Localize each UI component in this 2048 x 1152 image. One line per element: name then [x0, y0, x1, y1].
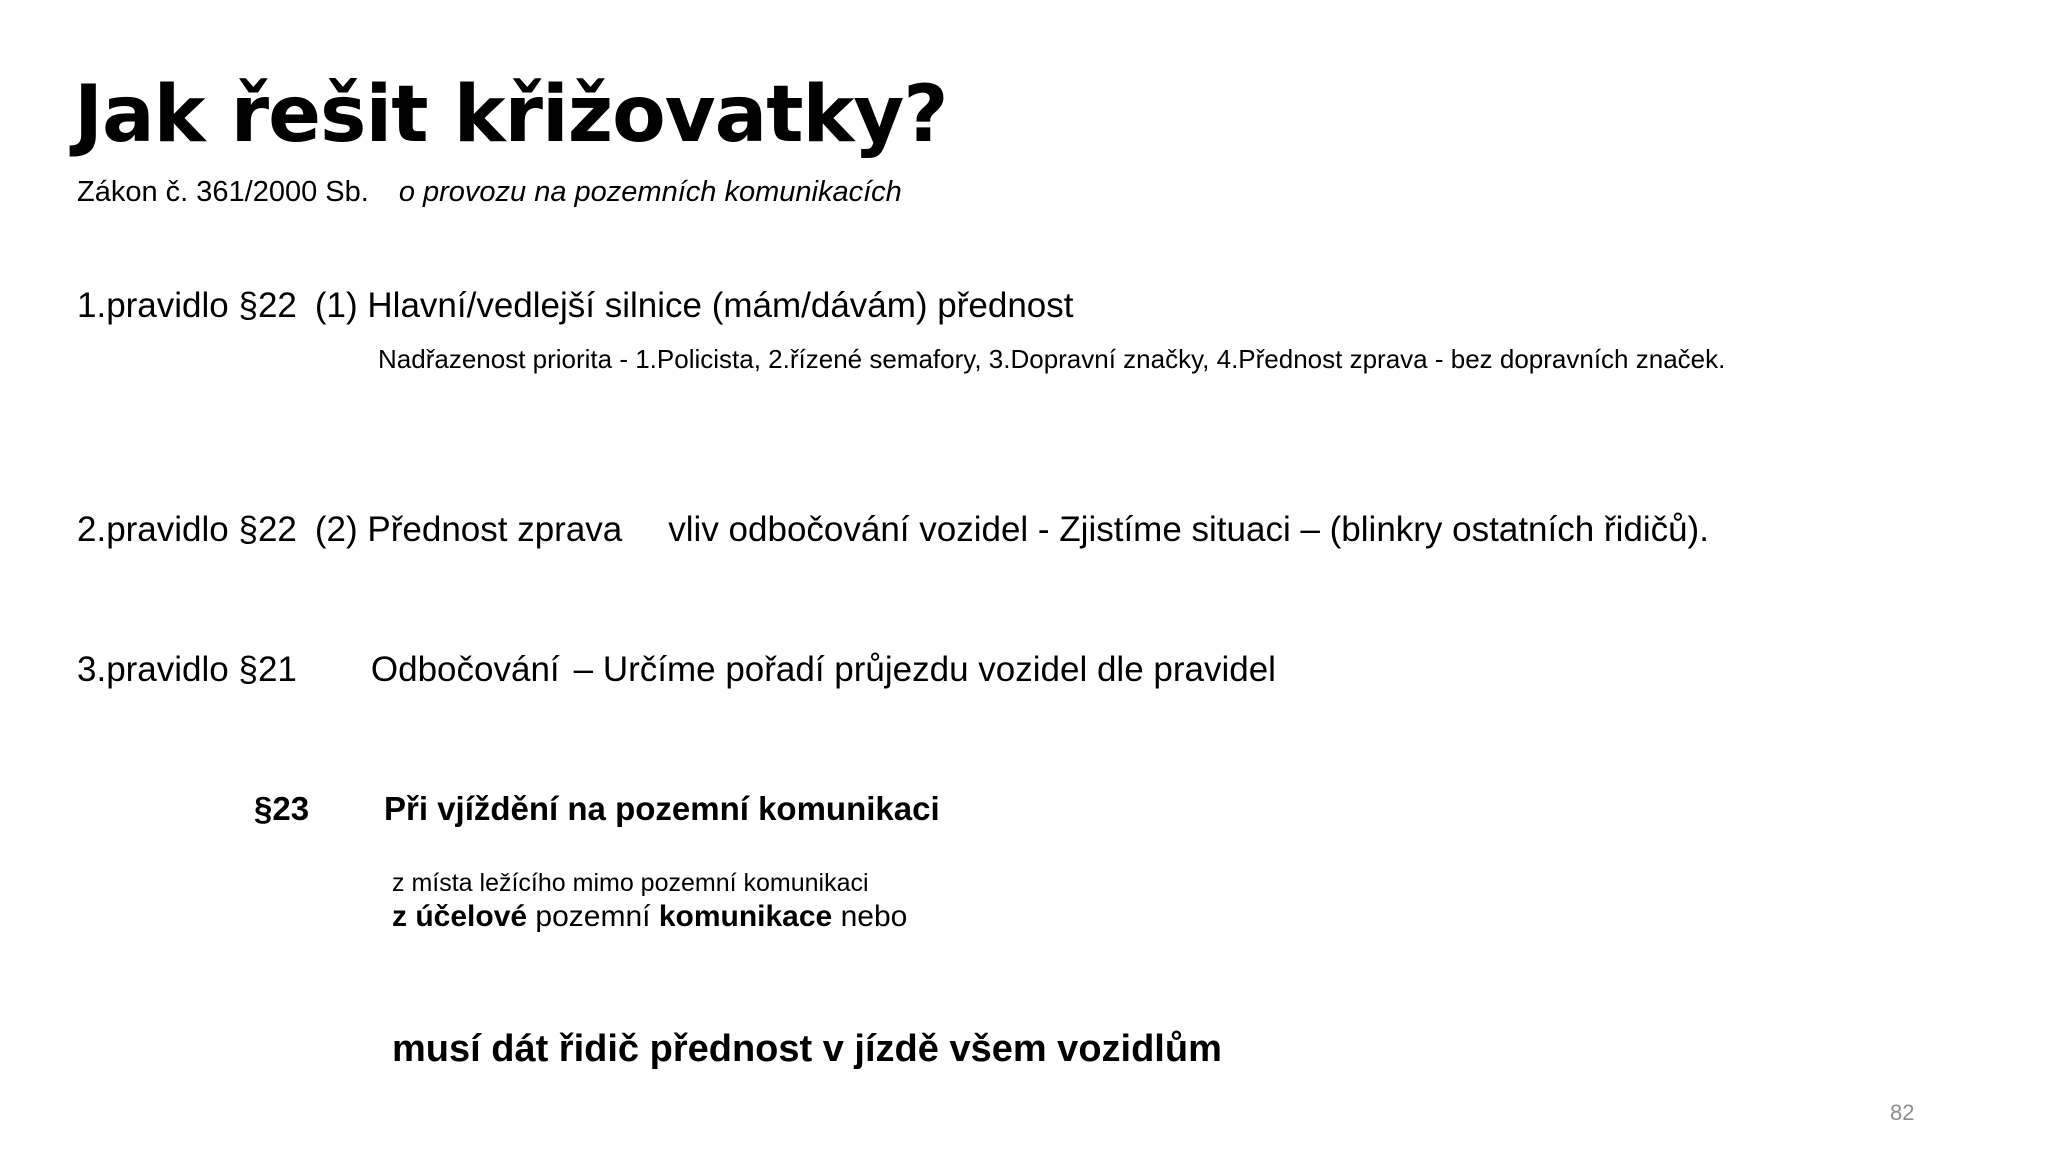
paragraph-number: §23 — [254, 790, 310, 827]
clause-2-part-1: z účelové — [392, 900, 528, 933]
law-number: Zákon č. 361/2000 Sb. — [77, 176, 369, 208]
rule-3-number: 3.pravidlo §21 — [77, 650, 297, 689]
rule-2-extra: vliv odbočování vozidel - Zjistíme situaci – (blinkry ostatních řidičů). — [668, 510, 1709, 549]
rule-1 — [77, 286, 1074, 326]
paragraph-conclusion: musí dát řidič přednost v jízdě všem vozidlům — [392, 1028, 1222, 1070]
rule-3 — [77, 650, 1276, 690]
rule-2 — [77, 510, 1709, 550]
rule-1-number: 1.pravidlo §22 — [77, 286, 297, 325]
law-name: o provozu na pozemních komunikacích — [398, 176, 902, 208]
slide-title: Jak řešit křižovatky? — [74, 70, 948, 160]
law-reference — [77, 176, 902, 209]
clause-2-part-4: nebo — [840, 900, 908, 933]
rule-3-text: Odbočování — [370, 650, 560, 689]
clause-2-part-3: komunikace — [658, 900, 833, 933]
rule-2-text: (2) Přednost zprava — [314, 510, 623, 549]
page-number: 82 — [1890, 1100, 1915, 1125]
rule-2-number: 2.pravidlo §22 — [77, 510, 297, 549]
paragraph-clause-2 — [392, 900, 907, 934]
rule-1-note: Nadřazenost priorita - 1.Policista, 2.řízené semafory, 3.Dopravní značky, 4.Přednost zprava - bez dopravních značek. — [378, 344, 1726, 374]
paragraph-clause-1: z místa ležícího mimo pozemní komunikaci — [392, 869, 869, 897]
rule-3-extra: – Určíme pořadí průjezdu vozidel dle pravidel — [573, 650, 1276, 689]
clause-2-part-2: pozemní — [535, 900, 651, 933]
paragraph-title: Při vjíždění na pozemní komunikaci — [384, 790, 940, 827]
rule-1-text: (1) Hlavní/vedlejší silnice (mám/dávám) přednost — [314, 286, 1074, 325]
